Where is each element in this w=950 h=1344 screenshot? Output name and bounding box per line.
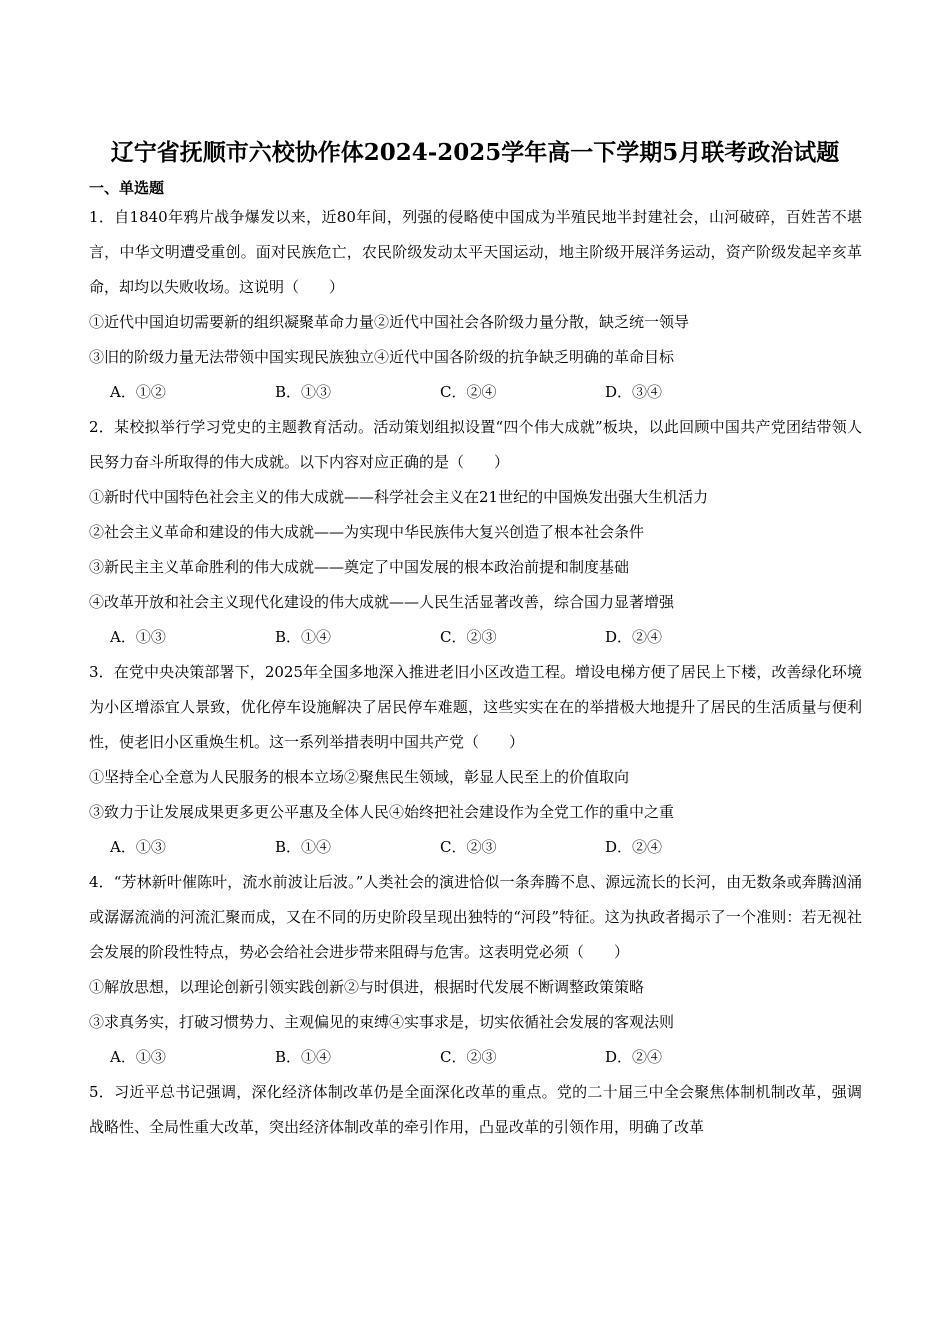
question-3 [89,655,862,865]
answer-choices [89,830,862,865]
question-2 [89,410,862,655]
choice-c: C．②③ [440,1048,497,1066]
choice-b: B．①④ [275,628,332,646]
question-stem: 4．“芳林新叶催陈叶，流水前波让后波。”人类社会的演进恰似一条奔腾不息、源远流长的长河，由无数条或奔腾汹涌或潺潺流淌的河流汇聚而成，又在不同的历史阶段呈现出独特的“河段”特征。这为执政者揭示了一个准则：若无视社会发展的阶段性特点，势必会给社会进步带来阻碍与危害。这表明党必须（ ） [89,873,862,961]
statement-option: ①近代中国迫切需要新的组织凝聚革命力量②近代中国社会各阶级力量分散，缺乏统一领导 [89,313,690,331]
question-stem: 5．习近平总书记强调，深化经济体制改革仍是全面深化改革的重点。党的二十届三中全会聚焦体制机制改革，强调战略性、全局性重大改革，突出经济体制改革的牵引作用，凸显改革的引领作用，明确了改革 [89,1083,862,1136]
choice-d: D．②④ [605,628,663,646]
choice-d: D．②④ [605,838,663,856]
statement-option: ④改革开放和社会主义现代化建设的伟大成就——人民生活显著改善，综合国力显著增强 [89,593,675,611]
section-heading: 一、单选题 [89,179,165,197]
answer-choices [89,620,862,655]
answer-choices [89,1040,862,1075]
choice-d: D．②④ [605,1048,663,1066]
choice-b: B．①③ [275,383,332,401]
question-stem: 3．在党中央决策部署下，2025年全国多地深入推进老旧小区改造工程。增设电梯方便了居民上下楼，改善绿化环境为小区增添宜人景致，优化停车设施解决了居民停车难题，这些实实在在的举措极大地提升了居民的生活质量与便利性，使老旧小区重焕生机。这一系列举措表明中国共产党（ ） [89,663,862,751]
choice-c: C．②③ [440,628,497,646]
question-stem: 1．自1840年鸦片战争爆发以来，近80年间，列强的侵略使中国成为半殖民地半封建社会，山河破碎，百姓苦不堪言，中华文明遭受重创。面对民族危亡，农民阶级发动太平天国运动，地主阶级开展洋务运动，资产阶级发起辛亥革命，却均以失败收场。这说明（ ） [89,208,862,296]
choice-c: C．②④ [440,383,497,401]
choice-b: B．①④ [275,838,332,856]
question-stem: 2．某校拟举行学习党史的主题教育活动。活动策划组拟设置“四个伟大成就”板块，以此回顾中国共产党团结带领人民努力奋斗所取得的伟大成就。以下内容对应正确的是（ ） [89,418,862,471]
statement-option: ①坚持全心全意为人民服务的根本立场②聚焦民生领域，彰显人民至上的价值取向 [89,768,630,786]
answer-choices [89,375,862,410]
question-5 [89,1075,862,1145]
question-4 [89,865,862,1075]
choice-a: A．①③ [110,838,166,856]
statement-option: ③新民主主义革命胜利的伟大成就——奠定了中国发展的根本政治前提和制度基础 [89,558,630,576]
question-1 [89,200,862,410]
choice-a: A．①③ [110,628,166,646]
choice-a: A．①② [110,383,166,401]
choice-b: B．①④ [275,1048,332,1066]
choice-c: C．②③ [440,838,497,856]
document-title: 辽宁省抚顺市六校协作体2024-2025学年高一下学期5月联考政治试题 [110,139,840,166]
statement-option: ①解放思想，以理论创新引领实践创新②与时俱进，根据时代发展不断调整政策策略 [89,978,645,996]
statement-option: ②社会主义革命和建设的伟大成就——为实现中华民族伟大复兴创造了根本社会条件 [89,523,645,541]
choice-a: A．①③ [110,1048,166,1066]
statement-option: ①新时代中国特色社会主义的伟大成就——科学社会主义在21世纪的中国焕发出强大生机活力 [89,488,709,506]
statement-option: ③致力于让发展成果更多更公平惠及全体人民④始终把社会建设作为全党工作的重中之重 [89,803,675,821]
choice-d: D．③④ [605,383,663,401]
statement-option: ③旧的阶级力量无法带领中国实现民族独立④近代中国各阶级的抗争缺乏明确的革命目标 [89,348,675,366]
statement-option: ③求真务实，打破习惯势力、主观偏见的束缚④实事求是，切实依循社会发展的客观法则 [89,1013,675,1031]
question-list [89,200,862,1145]
